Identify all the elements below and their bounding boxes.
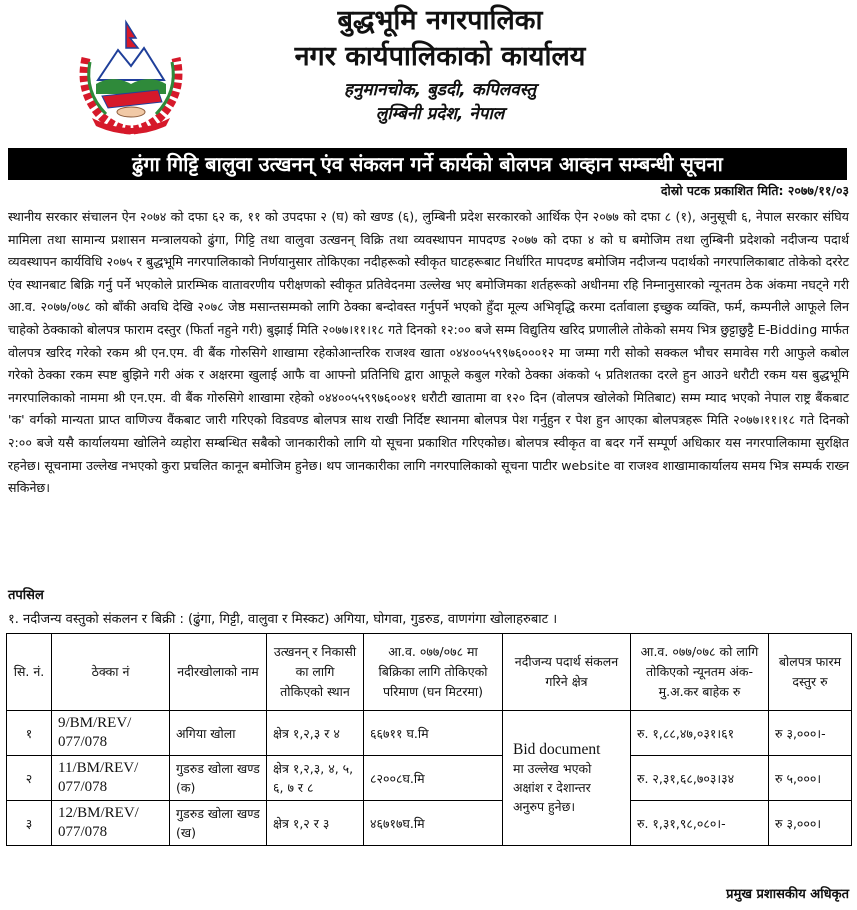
table-row [7,756,852,801]
header-cell: आ.व. ०७७/०७८ को लागि तोकिएको न्यूनतम अंक-मु.अ.कर बाहेक रु [631,634,769,711]
table-row [7,711,852,756]
letterhead [0,0,857,150]
table-header-row [7,634,852,711]
header-cell: उत्खनन् र निकासी का लागि तोकिएको स्थान [267,634,364,711]
office-heading [190,4,690,126]
location-cell: क्षेत्र १,२,३ र ४ [267,711,364,756]
serial-cell: ३ [7,801,52,846]
header-cell: आ.व. ०७७/०७८ मा बिक्रिका लागि तोकिएको परिमाण (घन मिटरमा) [364,634,503,711]
table-row [7,801,852,846]
office-name: नगर कार्यपालिकाको कार्यालय [294,41,586,72]
quantity-cell: ४६७१७घ.मि [364,801,503,846]
signatory-title: प्रमुख प्रशासकीय अधिकृत [726,887,849,902]
contract-table [6,633,852,846]
schedule-item: १. नदीजन्य वस्तुको संकलन र बिक्री : (ढुंगा, गिट्टी, वालुवा र मिस्कट) अगिया, घोगवा, गुडरुड, वाणगंगा खोलाहरुबाट । [8,612,558,627]
fee-cell: रु ३,०००। [769,801,852,846]
header-cell: नदीजन्य पदार्थ संकलन गरिने क्षेत्र [503,634,631,711]
collection-area-text: मा उल्लेख भएको अक्षांश र देशान्तर अनुरुप हुनेछ। [513,761,592,814]
header-cell: सि. नं. [7,634,52,711]
header-cell: ठेक्का नं [52,634,170,711]
fee-cell: रु ३,०००।- [769,711,852,756]
quantity-cell: ८२००८घ.मि [364,756,503,801]
contract-no-cell: 12/BM/REV/ 077/078 [52,801,170,846]
header-cell: नदीरखोलाको नाम [170,634,267,711]
nepal-emblem-icon [68,18,194,136]
location-cell: क्षेत्र १,२,३, ४, ५, ६, ७ र ८ [267,756,364,801]
serial-cell: १ [7,711,52,756]
fee-cell: रु ५,०००। [769,756,852,801]
office-address: हनुमानचोक, बुडदी, कपिलवस्तु [343,80,537,100]
min-amount-cell: रु. २,३१,६८,७०३।३४ [631,756,769,801]
serial-cell: २ [7,756,52,801]
header-cell: बोलपत्र फारम दस्तुर रु [769,634,852,711]
contract-no-cell: 11/BM/REV/ 077/078 [52,756,170,801]
contract-no-cell: 9/BM/REV/ 077/078 [52,711,170,756]
river-cell: गुडरुड खोला खण्ड (ख) [170,801,267,846]
publish-date: दोस्रो पटक प्रकाशित मिति: २०७७/११/०३ [660,183,849,198]
municipality-name: बुद्धभूमि नगरपालिका [337,5,543,36]
min-amount-cell: रु. १,३१,९८,०८०।- [631,801,769,846]
bid-document-text: Bid document [513,741,601,758]
river-cell: अगिया खोला [170,711,267,756]
schedule-label: तपसिल [8,588,44,603]
collection-area-cell [503,711,631,846]
province-country: लुम्बिनी प्रदेश, नेपाल [375,104,505,124]
river-cell: गुडरुड खोला खण्ड (क) [170,756,267,801]
quantity-cell: ६६७११ घ.मि [364,711,503,756]
notice-body: स्थानीय सरकार संचालन ऐन २०७४ को दफा ६२ क, ११ को उपदफा २ (घ) को खण्ड (६), लुम्बिनी प्रदेश सरकारको आर्थिक ऐन २०७७ को दफा ८ (१), अनुसूची ६, नेपाल सरकार संघिय मामिला तथा सामान्य प्रशासन मन्त्रालयको ढुंगा, गिट्टि तथा वालुवा उत्खनन् विक्रि तथा व्यवस्थापन मापदण्ड २०७७ को दफा ४ को घ बमोजिम तथा लुम्बिनी प्रदेशको नदीजन्य पदार्थ व्यवस्थापन कार्यविधि २०७५ र बुद्धभूमि नगरपालिकाको निर्णयानुसार तोकिएका नदीहरूको स्वीकृत घाटहरूबाट निर्धारित मापदण्ड बमोजिम नदीजन्य पदार्थको नगरपालिकाबाट तोकेको दररेट एंव स्थानबाट बिक्रि गर्नु पर्ने भएकोले प्रारम्भिक वातावरणीय परीक्षणको स्वीकृत प्रतिवेदनमा उल्लेख भए बमोजिमका शर्तहरूको अधीनमा रहि निम्नानुसारको न्यूनतम ठेक अंकमा नघट्ने गरी आ.व. २०७७/०७८ को बाँकी अवधि देखि २०७८ जेष्ठ मसान्तसम्मको लागि ठेक्का बन्दोवस्त गर्नुपर्ने भएको हुँदा मूल्य अभिवृद्धि करमा दर्तावाला इच्छुक व्यक्ति, फर्म, कम्पनीले आफूले लिन चाहेको ठेक्काको बोलपत्र फाराम दस्तुर (फिर्ता नहुने गरी) बुझाई मिति २०७७।११।१८ गते दिनको १२:०० बजे सम्म विद्युतिय खरिद प्रणालीले तोकेको समय भित्र छुट्टाछुट्टै E-Bidding मार्फत वोलपत्र खरिद गरेको रकम श्री एन.एम. वी बैंक गोरुसिगे शाखामा रहेकोआन्तरिक राजश्व खाता ०४४००५५९९७६०००१२ मा जम्मा गरी सोको सक्कल भौचर समावेस गरी आफुले कबोल गरेको ठेक्का रकम स्पष्ट बुझिने गरी अंक र अक्षरमा खुलाई आफै वा आफ्नो प्रतिनिधि द्वारा आफूले कबुल गरेको ठेक्का अंकको ५ प्रतिशतका दरले हुन आउने धरौटी रकम यस बुद्धभूमि नगरपालिकाको नाममा श्री एन.एम. वी बैंक गोरुसिगे शाखामा रहेको ०४४००५५९९७६००४१ धरौटी खातामा वा १२० दिन (वोलपत्र खोलेको मितिबाट) सम्म म्याद भएको नेपाल राष्ट्र बैंकबाट 'क' वर्गको मान्यता प्राप्त वाणिज्य वैंकबाट जारी गरिएको विडवण्ड बोलपत्र साथ राखी निर्दिष्ट स्थानमा बोलपत्र पेश गर्नुहुन र पेश हुन आएका बोलपत्रहरू मिति २०७७।११।१८ गते दिनको २:०० बजे यसै कार्यालयमा खोलिने व्यहोरा सम्बन्धित सबैको जानकारीको लागि यो सूचना प्रकाशित गरिएकोछ। बोलपत्र स्वीकृत वा बदर गर्ने सम्पूर्ण अधिकार यस नगरपालिकामा सुरक्षित रहनेछ। सूचनामा उल्लेख नभएको कुरा प्रचलित कानून बमोजिम हुनेछ। थप जानकारीका लागि नगरपालिकाको सूचना पाटीर website वा राजश्व शाखामाकार्यालय समय भित्र सम्पर्क राख्न सकिनेछ। [8,209,849,496]
notice-title: ढुंगा गिट्टि बालुवा उत्खनन् एंव संकलन गर्ने कार्यको बोलपत्र आव्हान सम्बन्धी सूचना [8,148,847,180]
min-amount-cell: रु. १,८८,४७,०३१।६१ [631,711,769,756]
location-cell: क्षेत्र १,२ र ३ [267,801,364,846]
